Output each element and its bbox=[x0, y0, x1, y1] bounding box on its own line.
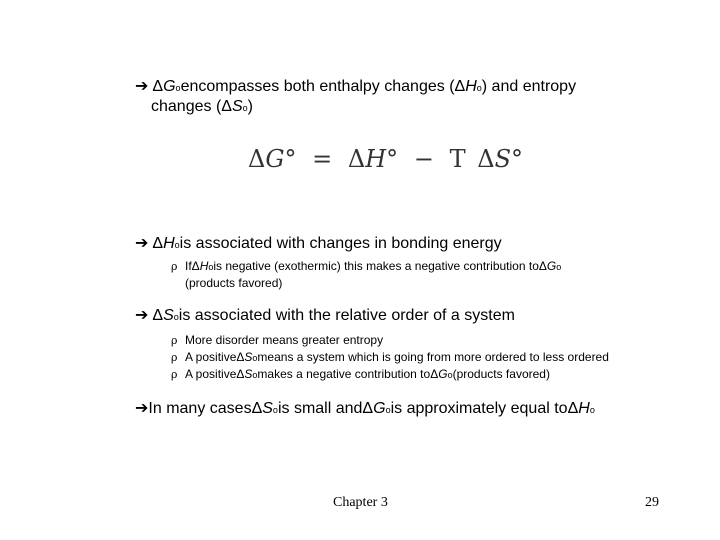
bullet-text: In many cases bbox=[148, 400, 252, 417]
bullet-text: changes ( bbox=[151, 98, 222, 115]
delta-symbol: Δ bbox=[454, 78, 466, 95]
bullet-approximation: ➔ In many cases Δ S o is small and Δ G o is approximately equal to Δ H o bbox=[135, 398, 595, 417]
delta-symbol: Δ bbox=[248, 145, 266, 173]
bullet-entropy: ➔ Δ S o is associated with the relative order of a system ρ More disorder means greater entropy ρ A positive Δ S o means a system which is going from more ordered to less ordered ρ A positive Δ S o makes a negative contribution to Δ G o (products favored) bbox=[135, 305, 609, 381]
bullet-enthalpy: ➔ Δ H o is associated with changes in bonding energy ρ If Δ H o is negative (exothermic) this makes a negative contribution to Δ G o (products favored) bbox=[135, 233, 562, 290]
equation-minus: − bbox=[413, 145, 434, 173]
delta-symbol: Δ bbox=[477, 145, 495, 173]
sub-bullet-marker: ρ bbox=[171, 351, 178, 364]
sub-text: If bbox=[185, 259, 192, 273]
delta-symbol: Δ bbox=[362, 400, 374, 417]
bullet-text: is approximately equal to bbox=[390, 400, 568, 417]
sub-bullet-marker: ρ bbox=[171, 334, 178, 347]
gibbs-equation bbox=[248, 145, 523, 173]
sub-text: A positive bbox=[185, 350, 237, 364]
enthalpy-symbol: H bbox=[163, 235, 175, 252]
delta-symbol: Δ bbox=[152, 78, 164, 95]
delta-symbol: Δ bbox=[567, 400, 579, 417]
equation-s: S° bbox=[494, 145, 524, 173]
sub-text: makes a negative contribution to bbox=[257, 367, 431, 381]
bullet-text: is small and bbox=[277, 400, 363, 417]
arrow-bullet-icon: ➔ bbox=[135, 305, 149, 324]
delta-symbol: Δ bbox=[251, 400, 263, 417]
gibbs-symbol: G bbox=[163, 78, 176, 95]
delta-symbol: Δ bbox=[538, 259, 547, 273]
delta-symbol: Δ bbox=[191, 259, 200, 273]
delta-symbol: Δ bbox=[221, 98, 232, 115]
bullet-text: ) and entropy bbox=[481, 78, 577, 95]
enthalpy-symbol: H bbox=[578, 400, 590, 417]
sub-text: (products favored) bbox=[452, 367, 550, 381]
entropy-symbol: S bbox=[163, 307, 174, 324]
sub-bullet: ρ A positive Δ S o makes a negative contribution to Δ G o (products favored) bbox=[171, 367, 550, 381]
gibbs-symbol: G bbox=[373, 400, 386, 417]
gibbs-symbol: G bbox=[438, 367, 448, 381]
equation-g: G° bbox=[265, 145, 297, 173]
arrow-bullet-icon: ➔ bbox=[135, 233, 149, 252]
sub-bullet: ρ If Δ H o is negative (exothermic) this makes a negative contribution to Δ G o (products favored) bbox=[171, 259, 562, 290]
entropy-symbol: S bbox=[262, 400, 273, 417]
sub-bullet-list bbox=[171, 332, 609, 383]
gibbs-symbol: G bbox=[546, 259, 557, 273]
delta-symbol: Δ bbox=[152, 235, 164, 252]
equation-t: T bbox=[449, 145, 466, 173]
enthalpy-symbol: H bbox=[199, 259, 209, 273]
equation-h: H° bbox=[365, 145, 399, 173]
arrow-bullet-icon: ➔ bbox=[135, 76, 149, 95]
bullet-text: is associated with the relative order of a system bbox=[178, 307, 515, 324]
sub-bullet: ρ A positive Δ S o means a system which is going from more ordered to less ordered bbox=[171, 350, 609, 364]
sub-bullet bbox=[171, 332, 609, 349]
bullet-gibbs: ➔ Δ G o encompasses both enthalpy changes ( Δ H o ) and entropy changes ( Δ S o ) bbox=[135, 76, 577, 115]
sub-text: means a system which is going from more ordered to less ordered bbox=[257, 350, 609, 364]
sub-text: More disorder means greater entropy bbox=[185, 333, 384, 347]
delta-symbol: Δ bbox=[236, 350, 245, 364]
delta-symbol: Δ bbox=[347, 145, 366, 173]
sub-bullet-marker: ρ bbox=[171, 368, 178, 381]
entropy-symbol: S bbox=[244, 367, 253, 381]
sub-bullet-marker: ρ bbox=[171, 260, 178, 273]
delta-symbol: Δ bbox=[152, 307, 164, 324]
bullet-text: is associated with changes in bonding energy bbox=[179, 235, 502, 252]
footer-page-number: 29 bbox=[645, 495, 659, 510]
footer-chapter: Chapter 3 bbox=[333, 495, 388, 510]
sub-text: A positive bbox=[185, 367, 237, 381]
enthalpy-symbol: H bbox=[465, 78, 477, 95]
bullet-text: ) bbox=[247, 98, 253, 115]
entropy-symbol: S bbox=[231, 98, 243, 115]
entropy-symbol: S bbox=[244, 350, 253, 364]
sub-text: (products favored) bbox=[185, 276, 283, 290]
bullet-text: encompasses both enthalpy changes ( bbox=[180, 78, 455, 95]
delta-symbol: Δ bbox=[430, 367, 439, 381]
equation-equals: = bbox=[312, 145, 333, 173]
delta-symbol: Δ bbox=[236, 367, 245, 381]
sub-text: is negative (exothermic) this makes a negative contribution to bbox=[213, 259, 539, 273]
arrow-bullet-icon: ➔ bbox=[135, 398, 149, 417]
